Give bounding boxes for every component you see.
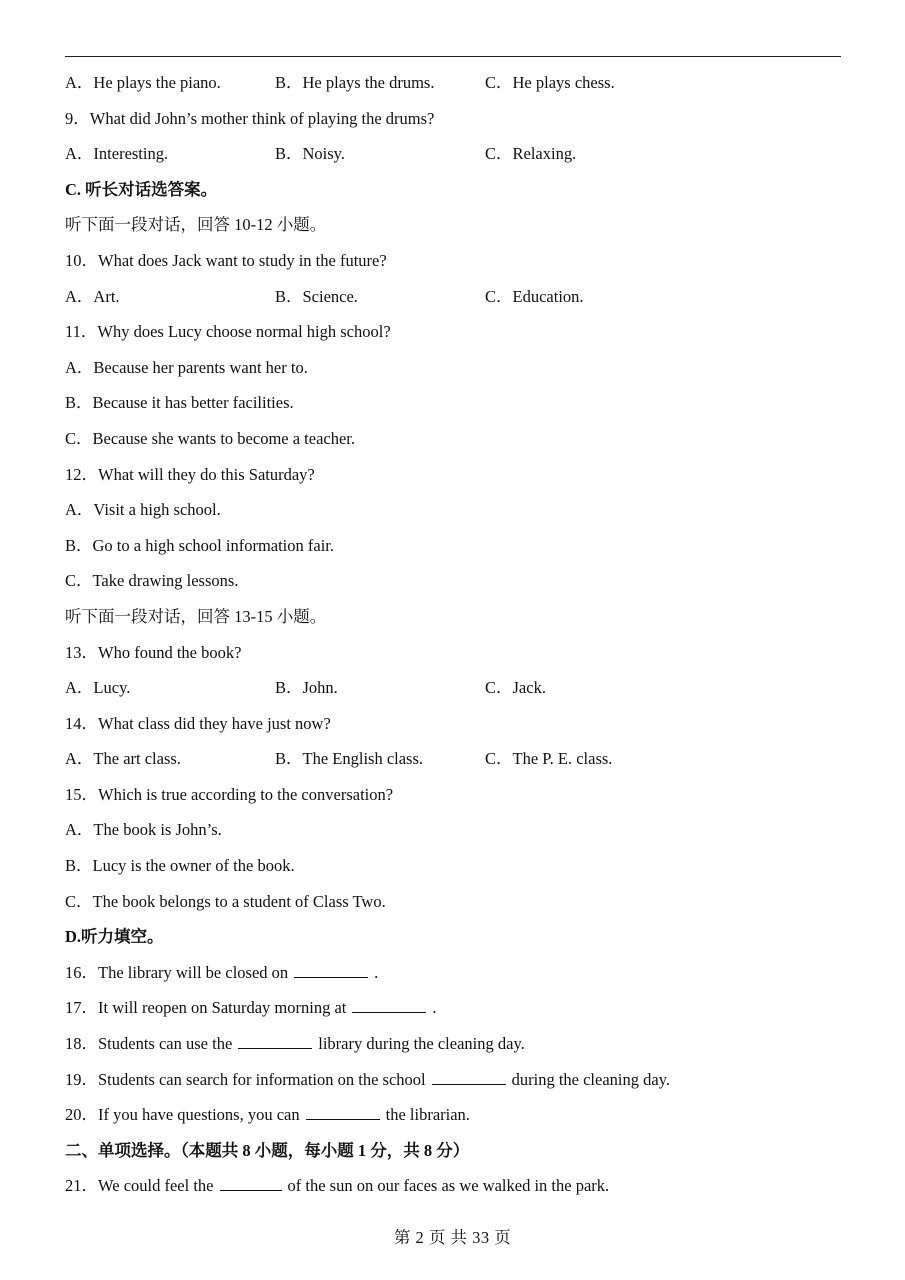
q12-option-c: C．Take drawing lessons.	[65, 571, 239, 591]
option-b: B．Science.	[275, 286, 358, 306]
question-text: 13．Who found the book?	[65, 642, 242, 662]
dialogue-1-intro: 听下面一段对话，回答 10-12 小题。	[65, 215, 327, 235]
option-a: A．Art.	[65, 286, 120, 306]
section-c-title: C. 听长对话选答案。	[65, 179, 218, 199]
question-14	[65, 708, 845, 744]
option-b: B．Noisy.	[275, 144, 345, 164]
question-text: 18．Students can use the	[65, 1034, 233, 1054]
question-text: 10．What does Jack want to study in the future?	[65, 250, 387, 270]
option-a: A．Lucy.	[65, 678, 131, 698]
option-a: A．He plays the piano.	[65, 73, 221, 92]
question-text: 20．If you have questions, you can	[65, 1105, 300, 1125]
q13-options	[65, 672, 845, 708]
question-text: 11．Why does Lucy choose normal high school?	[65, 322, 391, 342]
option-c: C．Education.	[485, 286, 584, 306]
question-20: 20．If you have questions, you can the librarian.	[65, 1099, 845, 1135]
q11-option-b: B．Because it has better facilities.	[65, 393, 294, 413]
question-text: 14．What class did they have just now?	[65, 713, 331, 733]
question-12	[65, 459, 845, 495]
q11-option-a: A．Because her parents want her to.	[65, 357, 308, 377]
option-b: B．The English class.	[275, 749, 424, 769]
question-text: 16．The library will be closed on	[65, 962, 289, 982]
option-c: C．Relaxing.	[485, 144, 577, 164]
question-15	[65, 779, 845, 815]
q9-options	[65, 138, 845, 174]
q11-option-c: C．Because she wants to become a teacher.	[65, 428, 356, 448]
answer-blank[interactable]	[432, 1066, 506, 1085]
answer-blank[interactable]	[220, 1172, 282, 1191]
question-text: 9．What did John’s mother think of playing the drums?	[65, 108, 435, 128]
question-18: 18．Students can use the library during the cleaning day.	[65, 1028, 845, 1064]
option-b: B．He plays the drums.	[275, 73, 435, 92]
option-c: C．The P. E. class.	[485, 749, 613, 769]
q15-option-c: C．The book belongs to a student of Class Two.	[65, 891, 386, 911]
question-21: 21．We could feel the of the sun on our faces as we walked in the park.	[65, 1170, 845, 1206]
question-16: 16．The library will be closed on .	[65, 957, 845, 993]
part-2-title: 二、单项选择。（本题共 8 小题，每小题 1 分，共 8 分）	[65, 1140, 470, 1160]
option-b: B．John.	[275, 678, 338, 698]
answer-blank[interactable]	[306, 1101, 380, 1120]
question-13	[65, 637, 845, 673]
section-d-title: D.听力填空。	[65, 927, 164, 947]
q15-option-a: A．The book is John’s.	[65, 820, 222, 840]
q8-options	[65, 67, 845, 103]
question-text: 17．It will reopen on Saturday morning at	[65, 998, 347, 1018]
question-17: 17．It will reopen on Saturday morning at .	[65, 992, 845, 1028]
option-c: C．Jack.	[485, 678, 546, 698]
header-rule	[65, 56, 841, 57]
exam-page-content	[65, 67, 845, 1206]
option-c: C．He plays chess.	[485, 73, 615, 92]
q15-option-b: B．Lucy is the owner of the book.	[65, 856, 295, 876]
q12-option-a: A．Visit a high school.	[65, 500, 221, 520]
option-a: A．The art class.	[65, 749, 181, 769]
question-11	[65, 316, 845, 352]
question-text: 15．Which is true according to the conversation?	[65, 784, 394, 804]
q12-option-b: B．Go to a high school information fair.	[65, 535, 335, 555]
answer-blank[interactable]	[352, 994, 426, 1013]
page-footer: 第 2 页 共 33 页	[393, 1228, 512, 1247]
question-text: 19．Students can search for information on the school	[65, 1069, 426, 1089]
option-a: A．Interesting.	[65, 144, 169, 164]
answer-blank[interactable]	[294, 959, 368, 978]
question-10	[65, 245, 845, 281]
question-text: 21．We could feel the	[65, 1176, 214, 1196]
q10-options	[65, 281, 845, 317]
dialogue-2-intro: 听下面一段对话，回答 13-15 小题。	[65, 606, 327, 626]
q14-options	[65, 743, 845, 779]
question-text: 12．What will they do this Saturday?	[65, 464, 315, 484]
question-9	[65, 103, 845, 139]
answer-blank[interactable]	[238, 1030, 312, 1049]
question-19: 19．Students can search for information on the school during the cleaning day.	[65, 1064, 845, 1100]
